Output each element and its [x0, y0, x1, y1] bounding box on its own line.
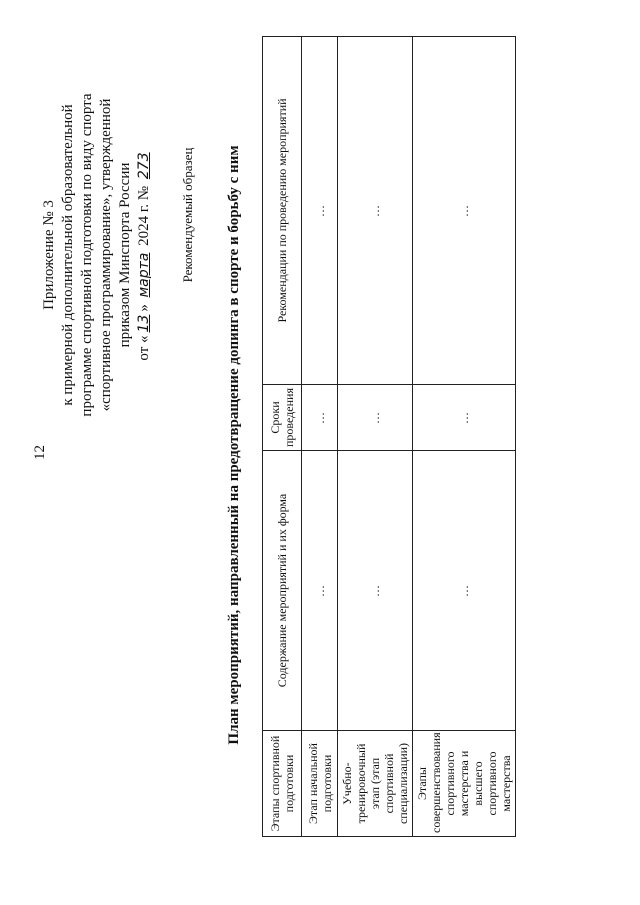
appendix-date-line: [135, 45, 154, 465]
timing-cell: …: [302, 385, 338, 451]
date-day-handwritten: 13: [136, 314, 152, 333]
header-recommendations: Рекомендации по проведению мероприятий: [263, 37, 302, 385]
content-cell: …: [413, 451, 516, 731]
recommendations-cell: …: [302, 37, 338, 385]
appendix-line: Приложение № 3: [41, 200, 57, 310]
timing-cell: …: [413, 385, 516, 451]
content-cell: …: [302, 451, 338, 731]
stage-cell: Этап начальной подготовки: [302, 731, 338, 837]
header-content: Содержание мероприятий и их форма: [263, 451, 302, 731]
content-cell: …: [338, 451, 413, 731]
recommended-sample-label: Рекомендуемый образец: [180, 147, 195, 283]
recommendations-cell: …: [338, 37, 413, 385]
date-prefix: от «: [136, 335, 152, 361]
stage-cell: Учебно-тренировочный этап (этап спортивной специализации): [338, 731, 413, 837]
appendix-line: приказом Минспорта России: [117, 162, 133, 348]
appendix-line: к примерной дополнительной образовательной: [60, 104, 76, 406]
appendix-line: «спортивное программирование», утвержденной: [98, 98, 114, 412]
date-year: 2024 г. №: [136, 185, 152, 246]
timing-cell: …: [338, 385, 413, 451]
recommendations-cell: …: [413, 37, 516, 385]
page-number: 12: [32, 445, 48, 460]
stage-cell: Этапы совершенствования спортивного мастерства и высшего спортивного мастерства: [413, 731, 516, 837]
header-timing: Сроки проведения: [263, 385, 302, 451]
appendix-header: [40, 45, 154, 465]
order-number-handwritten: 273: [136, 152, 152, 180]
date-mid: »: [136, 304, 152, 312]
table-row: [413, 37, 516, 837]
table-row: [338, 37, 413, 837]
header-stages: Этапы спортивной подготовки: [263, 731, 302, 837]
table-header-row: [263, 37, 302, 837]
date-month-handwritten: марта: [136, 252, 152, 298]
plan-title: План мероприятий, направленный на предотвращение допинга в спорте и борьбу с ним: [226, 145, 242, 745]
table-row: [302, 37, 338, 837]
appendix-line: программе спортивной подготовки по виду спорта: [79, 93, 95, 417]
plan-table: [262, 36, 516, 837]
